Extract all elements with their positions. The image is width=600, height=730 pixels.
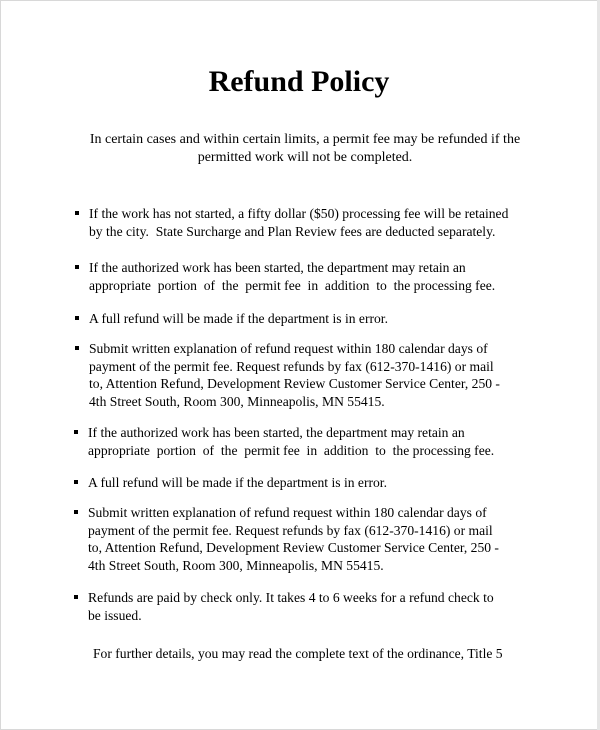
bullet-marker xyxy=(74,595,78,599)
bullet-text: If the work has not started, a fifty dollar ($50) processing fee will be retained by the city. State Surcharge and Plan Review fees are deducted separately. xyxy=(89,206,509,239)
bullet-text: Submit written explanation of refund request within 180 calendar days of payment of the permit fee. Request refunds by fax (612-370-1416) or mail to, Attention Refund, Development Review Customer Service Center, 250 - 4th Street South, Room 300, Minneapolis, MN 55415. xyxy=(89,341,500,409)
bullet-marker xyxy=(75,316,79,320)
bullet-marker xyxy=(75,265,79,269)
bullet-marker xyxy=(74,430,78,434)
bullet-text: Submit written explanation of refund request within 180 calendar days of payment of the permit fee. Request refunds by fax (612-370-1416) or mail to, Attention Refund, Development Review Customer Service Center, 250 - 4th Street South, Room 300, Minneapolis, MN 55415. xyxy=(88,505,499,573)
bullet-marker xyxy=(74,480,78,484)
bullet-text: Refunds are paid by check only. It takes 4 to 6 weeks for a refund check to be issued. xyxy=(88,590,494,623)
intro-line-2: permitted work will not be completed. xyxy=(197,150,413,165)
intro-line-1: In certain cases and within certain limits, a permit fee may be refunded if the xyxy=(89,132,521,147)
document-title: Refund Policy xyxy=(208,65,390,98)
footer-note: For further details, you may read the complete text of the ordinance, Title 5 xyxy=(93,646,503,661)
bullet-text: If the authorized work has been started, the department may retain an appropriate portion of the permit fee in addition to the processing fee. xyxy=(88,425,495,458)
bullet-marker xyxy=(75,211,79,215)
bullet-marker xyxy=(74,510,78,514)
intro-paragraph xyxy=(70,131,540,167)
bullet-text: A full refund will be made if the department is in error. xyxy=(88,475,387,490)
bullet-marker xyxy=(75,346,79,350)
bullet-text: If the authorized work has been started, the department may retain an appropriate portion of the permit fee in addition to the processing fee. xyxy=(89,260,496,293)
bullet-text: A full refund will be made if the department is in error. xyxy=(89,311,388,326)
